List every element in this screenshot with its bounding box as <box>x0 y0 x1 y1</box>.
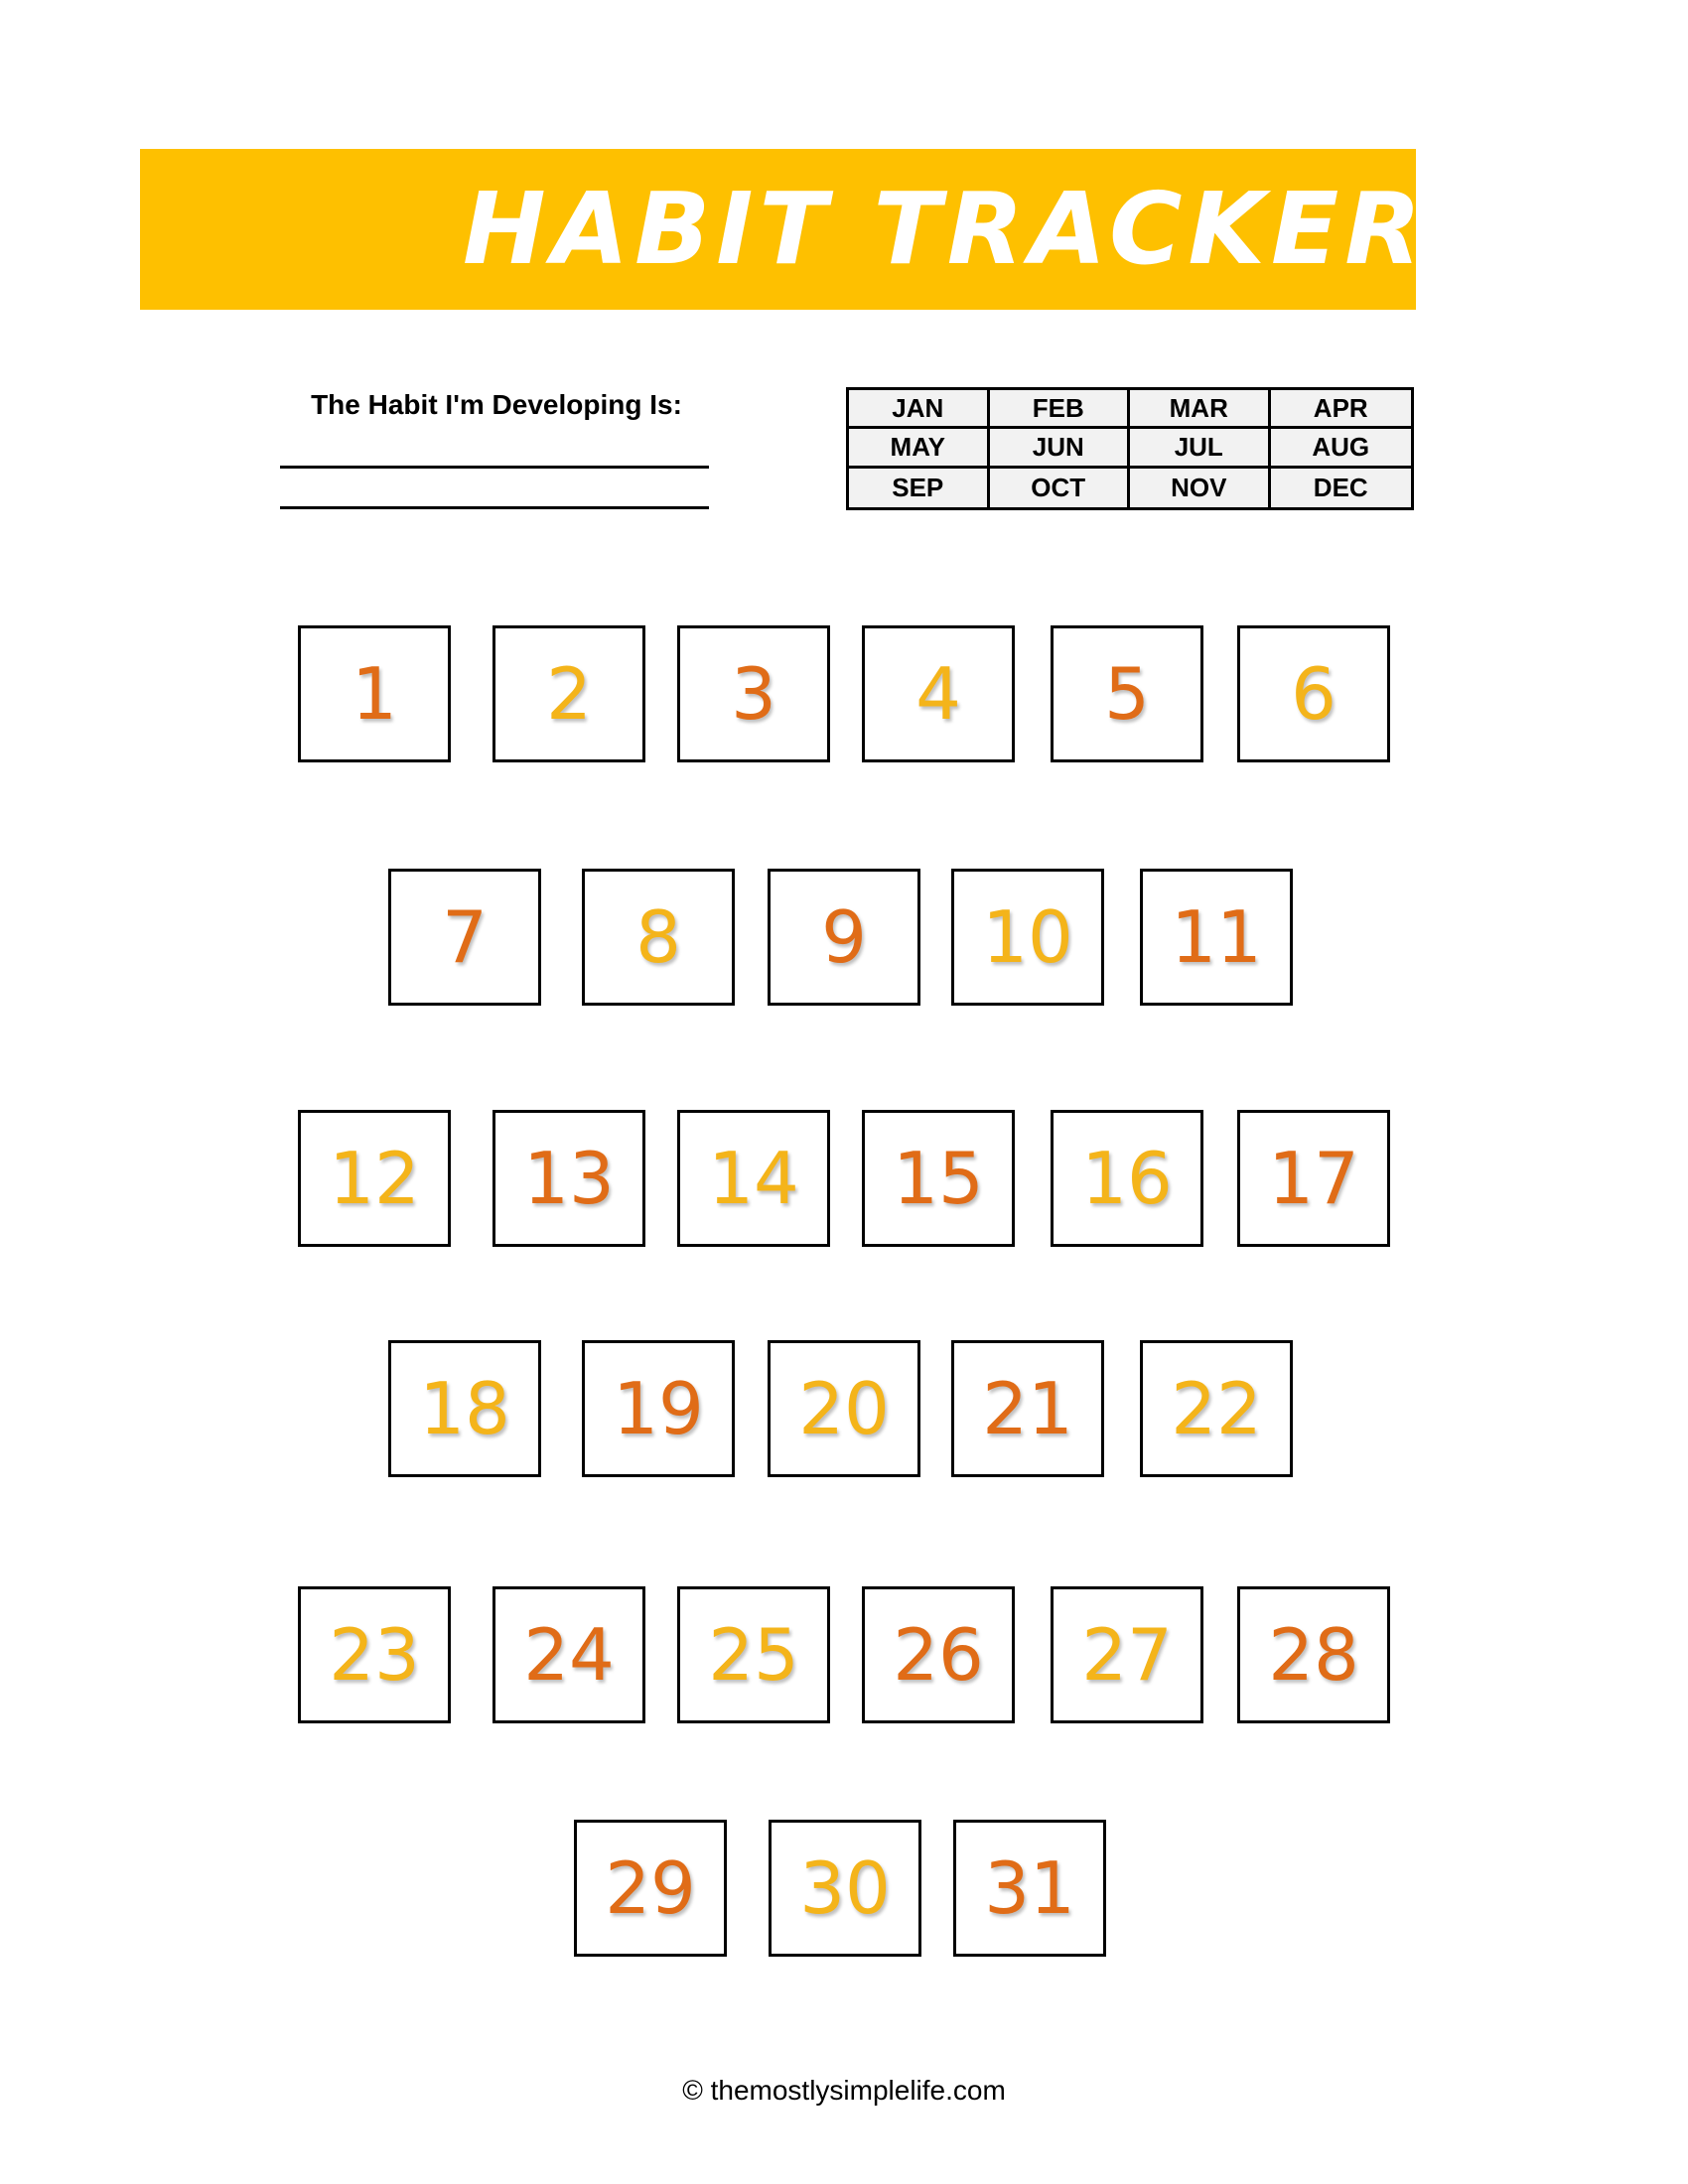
day-box-2[interactable]: 2 <box>492 625 645 762</box>
day-box-14[interactable]: 14 <box>677 1110 830 1247</box>
day-box-22[interactable]: 22 <box>1140 1340 1293 1477</box>
month-cell-dec[interactable]: DEC <box>1271 469 1412 507</box>
day-box-18[interactable]: 18 <box>388 1340 541 1477</box>
day-box-29[interactable]: 29 <box>574 1820 727 1957</box>
day-box-25[interactable]: 25 <box>677 1586 830 1723</box>
day-box-19[interactable]: 19 <box>582 1340 735 1477</box>
day-box-17[interactable]: 17 <box>1237 1110 1390 1247</box>
month-cell-jan[interactable]: JAN <box>849 390 990 429</box>
day-box-5[interactable]: 5 <box>1051 625 1203 762</box>
day-box-21[interactable]: 21 <box>951 1340 1104 1477</box>
day-box-24[interactable]: 24 <box>492 1586 645 1723</box>
day-box-27[interactable]: 27 <box>1051 1586 1203 1723</box>
day-box-3[interactable]: 3 <box>677 625 830 762</box>
day-box-31[interactable]: 31 <box>953 1820 1106 1957</box>
month-selector-grid <box>846 387 1414 510</box>
month-cell-apr[interactable]: APR <box>1271 390 1412 429</box>
day-box-10[interactable]: 10 <box>951 869 1104 1006</box>
day-box-4[interactable]: 4 <box>862 625 1015 762</box>
copyright-footer: © themostlysimplelife.com <box>682 2075 1006 2106</box>
day-box-28[interactable]: 28 <box>1237 1586 1390 1723</box>
month-cell-sep[interactable]: SEP <box>849 469 990 507</box>
month-cell-aug[interactable]: AUG <box>1271 429 1412 468</box>
day-box-16[interactable]: 16 <box>1051 1110 1203 1247</box>
month-cell-jun[interactable]: JUN <box>990 429 1131 468</box>
day-box-26[interactable]: 26 <box>862 1586 1015 1723</box>
month-cell-may[interactable]: MAY <box>849 429 990 468</box>
month-cell-nov[interactable]: NOV <box>1130 469 1271 507</box>
day-box-12[interactable]: 12 <box>298 1110 451 1247</box>
day-box-11[interactable]: 11 <box>1140 869 1293 1006</box>
day-box-7[interactable]: 7 <box>388 869 541 1006</box>
month-cell-jul[interactable]: JUL <box>1130 429 1271 468</box>
month-cell-mar[interactable]: MAR <box>1130 390 1271 429</box>
month-cell-feb[interactable]: FEB <box>990 390 1131 429</box>
day-box-30[interactable]: 30 <box>769 1820 921 1957</box>
habit-write-line-1[interactable] <box>280 466 709 469</box>
day-box-8[interactable]: 8 <box>582 869 735 1006</box>
title-banner <box>140 149 1428 310</box>
day-box-1[interactable]: 1 <box>298 625 451 762</box>
day-box-23[interactable]: 23 <box>298 1586 451 1723</box>
day-box-9[interactable]: 9 <box>768 869 920 1006</box>
habit-write-line-2[interactable] <box>280 506 709 509</box>
day-box-6[interactable]: 6 <box>1237 625 1390 762</box>
habit-label: The Habit I'm Developing Is: <box>311 389 682 420</box>
page-title: HABIT TRACKER <box>463 171 1428 287</box>
day-box-13[interactable]: 13 <box>492 1110 645 1247</box>
day-box-15[interactable]: 15 <box>862 1110 1015 1247</box>
day-box-20[interactable]: 20 <box>768 1340 920 1477</box>
month-cell-oct[interactable]: OCT <box>990 469 1131 507</box>
